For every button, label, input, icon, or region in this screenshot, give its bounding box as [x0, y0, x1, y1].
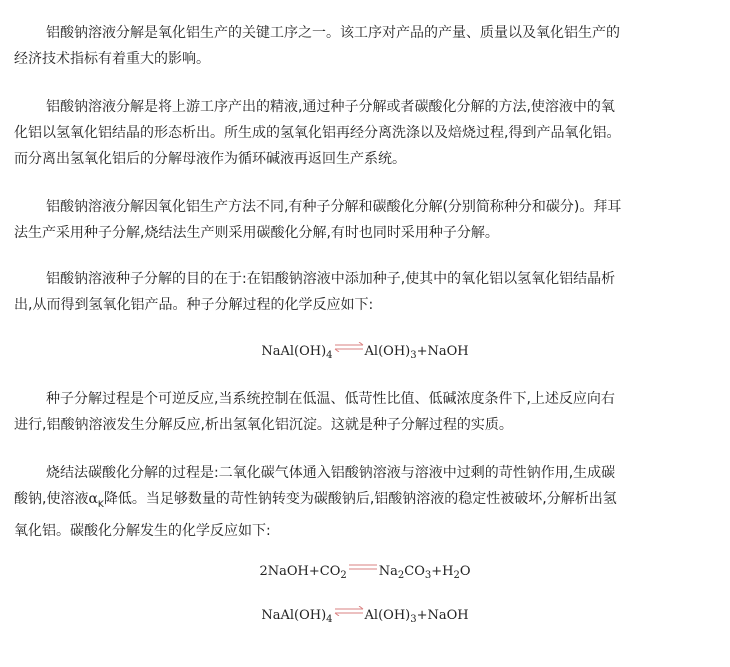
eq-left: NaAl(OH) — [261, 608, 327, 623]
text-line: 出,从而得到氢氧化铝产品。种子分解过程的化学反应如下: — [14, 297, 374, 313]
equilibrium-arrow-icon — [334, 342, 364, 352]
text-line: 铝酸钠溶液分解是将上游工序产出的精液,通过种子分解或者碳酸化分解的方法,使溶液中的氧 — [46, 99, 615, 115]
paragraph-2 — [14, 94, 714, 172]
eq-part: CO — [404, 564, 425, 579]
eq-sub: 3 — [410, 614, 417, 625]
alpha-symbol: α — [88, 491, 98, 507]
eq-sub: 4 — [326, 350, 333, 361]
paragraph-3 — [14, 194, 714, 246]
paragraph-5 — [14, 386, 714, 438]
text-fragment: 酸钠,使溶液 — [14, 491, 89, 507]
text-line: 化铝以氢氧化铝结晶的形态析出。所生成的氢氧化铝再经分离洗涤以及焙烧过程,得到产品氧化铝。 — [14, 125, 621, 141]
paragraph-4 — [14, 266, 714, 318]
equation-seed-decomposition — [0, 342, 730, 361]
eq-tail: +NaOH — [416, 608, 469, 623]
text-line: 烧结法碳酸化分解的过程是:二氧化碳气体通入铝酸钠溶液与溶液中过剩的苛性钠作用,生成碳 — [46, 465, 616, 481]
eq-right: Al(OH) — [364, 608, 411, 623]
paragraph-6 — [14, 460, 714, 544]
eq-sub: 4 — [326, 614, 333, 625]
equation-carbonation — [0, 562, 730, 581]
eq-right: Al(OH) — [364, 344, 411, 359]
eq-left: NaAl(OH) — [261, 344, 327, 359]
text-line: 种子分解过程是个可逆反应,当系统控制在低温、低苛性比值、低碱浓度条件下,上述反应向右 — [46, 391, 615, 407]
equals-arrow-icon — [348, 562, 378, 572]
eq-sub: 2 — [340, 570, 347, 581]
eq-sub: 3 — [424, 570, 432, 581]
text-line — [14, 486, 714, 518]
text-line: 铝酸钠溶液分解是氧化铝生产的关键工序之一。该工序对产品的产量、质量以及氧化铝生产的 — [46, 25, 620, 41]
eq-part: 2NaOH+CO — [259, 564, 341, 579]
paragraph-1 — [14, 20, 714, 72]
text-line: 而分离出氢氧化铝后的分解母液作为循环碱液再返回生产系统。 — [14, 151, 406, 167]
eq-tail: +NaOH — [416, 344, 469, 359]
text-line: 进行,铝酸钠溶液发生分解反应,析出氢氧化铝沉淀。这就是种子分解过程的实质。 — [14, 417, 513, 433]
text-line: 氧化铝。碳酸化分解发生的化学反应如下: — [14, 522, 271, 539]
eq-sub: 2 — [397, 570, 405, 581]
alpha-subscript: K — [97, 499, 104, 510]
eq-part: Na — [378, 564, 398, 579]
text-line: 法生产采用种子分解,烧结法生产则采用碳酸化分解,有时也同时采用种子分解。 — [14, 225, 499, 241]
eq-part: +H — [431, 564, 454, 579]
text-line: 铝酸钠溶液分解因氧化铝生产方法不同,有种子分解和碳酸化分解(分别简称种分和碳分)。拜耳 — [46, 199, 622, 215]
equilibrium-arrow-icon — [334, 606, 364, 616]
eq-sub: 2 — [453, 570, 460, 581]
eq-part: O — [459, 564, 471, 579]
text-line: 铝酸钠溶液种子分解的目的在于:在铝酸钠溶液中添加种子,使其中的氧化铝以氢氧化铝结晶析 — [46, 271, 616, 287]
text-line: 经济技术指标有着重大的影响。 — [14, 51, 210, 67]
text-fragment: 降低。当足够数量的苛性钠转变为碳酸钠后,铝酸钠溶液的稳定性被破坏,分解析出氢 — [103, 491, 617, 507]
equation-seed-decomposition-2 — [0, 606, 730, 625]
eq-sub: 3 — [410, 350, 417, 361]
